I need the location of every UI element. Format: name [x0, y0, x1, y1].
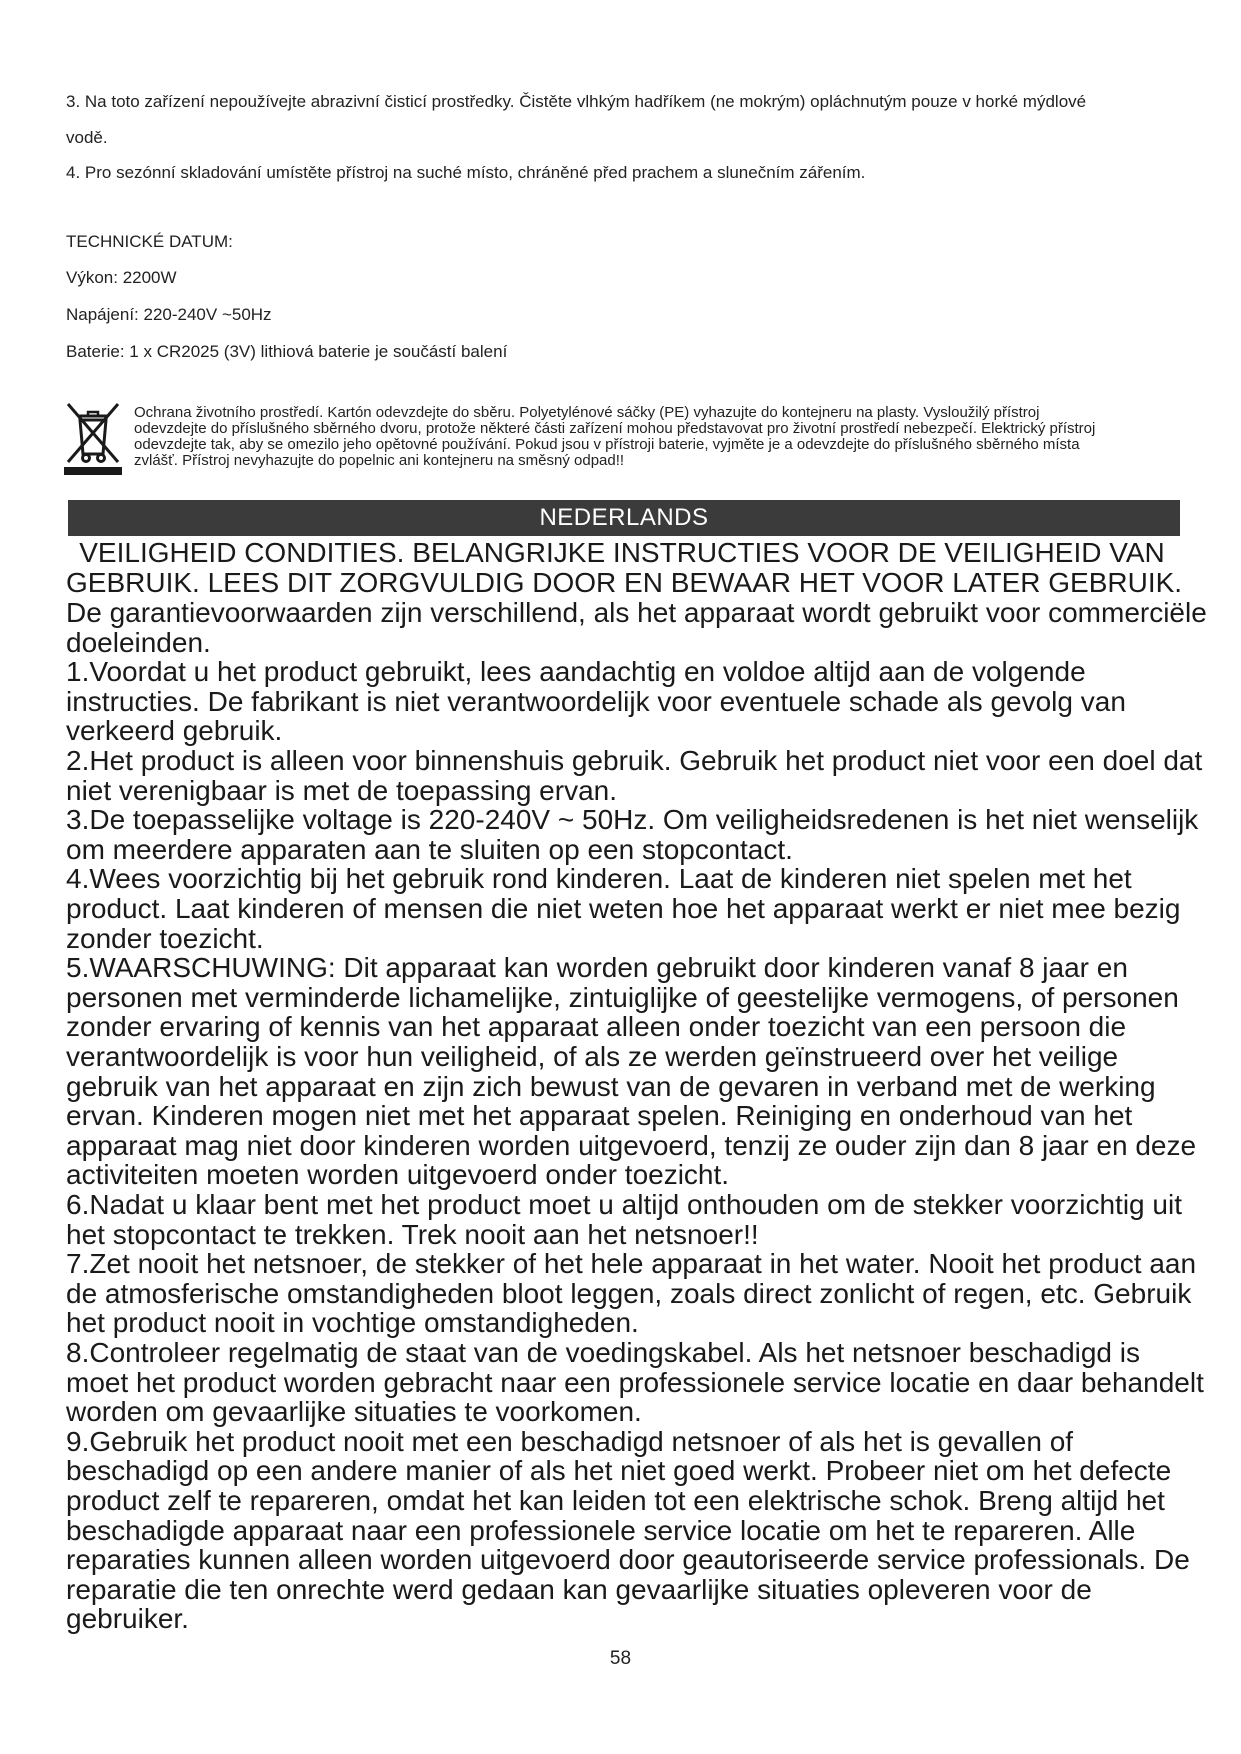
dutch-line: 5.WAARSCHUWING: Dit apparaat kan worden gebruikt door kinderen vanaf 8 jaar en — [66, 952, 1128, 984]
dutch-line: 4.Wees voorzichtig bij het gebruik rond kinderen. Laat de kinderen niet spelen met het — [66, 863, 1132, 895]
env-note-line-4: zvlášť. Přístroj nevyhazujte do popelnic ani kontejneru na směsný odpad!! — [134, 452, 625, 469]
dutch-line: 1.Voordat u het product gebruikt, lees aandachtig en voldoe altijd aan de volgende — [66, 656, 1086, 688]
dutch-line: 6.Nadat u klaar bent met het product moet u altijd onthouden om de stekker voorzichtig uit — [66, 1189, 1182, 1220]
crossed-out-bin-icon — [62, 398, 124, 476]
dutch-line: gebruik van het apparaat en zijn zich bewust van de gevaren in verband met de werking — [66, 1070, 1156, 1102]
dutch-line: ervan. Kinderen mogen niet met het apparaat spelen. Reiniging en onderhoud van het — [66, 1100, 1133, 1132]
tech-battery: Baterie: 1 x CR2025 (3V) lithiová baterie je součástí balení — [66, 342, 508, 361]
tech-supply: Napájení: 220-240V ~50Hz — [66, 305, 272, 324]
dutch-line: 2.Het product is alleen voor binnenshuis gebruik. Gebruik het product niet voor een doel dat — [66, 745, 1203, 776]
env-note-line-1: Ochrana životního prostředí. Kartón odevzdejte do sběru. Polyetylénové sáčky (PE) vyhazujte do kontejneru na plasty. Vysloužilý přístroj — [134, 404, 1040, 421]
dutch-title-line-1: VEILIGHEID CONDITIES. BELANGRIJKE INSTRUCTIES VOOR DE VEILIGHEID VAN — [79, 537, 1165, 568]
dutch-line: doeleinden. — [66, 626, 211, 658]
cz-item-3-cont: vodě. — [66, 128, 108, 147]
page-number: 58 — [609, 1648, 632, 1669]
dutch-line: 3.De toepasselijke voltage is 220-240V ~ 50Hz. Om veiligheidsredenen is het niet wenselijk — [66, 804, 1199, 836]
dutch-line: 8.Controleer regelmatig de staat van de voedingskabel. Als het netsnoer beschadigd is — [66, 1337, 1141, 1368]
dutch-line: verantwoordelijk is voor hun veiligheid, of als ze werden geïnstrueerd over het veilige — [66, 1041, 1119, 1072]
dutch-line: reparatie die ten onrechte werd gedaan kan gevaarlijke situaties opleveren voor de — [66, 1573, 1092, 1605]
dutch-line: personen met verminderde lichamelijke, zintuiglijke of geestelijke vermogens, of personen — [66, 981, 1179, 1013]
dutch-line: product zelf te repareren, omdat het kan leiden tot een elektrische schok. Breng altijd het — [66, 1485, 1165, 1516]
dutch-line: de atmosferische omstandigheden bloot leggen, zoals direct zonlicht of regen, etc. Gebruik — [66, 1277, 1192, 1309]
dutch-line: niet verenigbaar is met de toepassing ervan. — [66, 774, 617, 806]
dutch-line: apparaat mag niet door kinderen worden uitgevoerd, tenzij ze ouder zijn dan 8 jaar en deze — [66, 1129, 1197, 1161]
dutch-line: het stopcontact te trekken. Trek nooit aan het netsnoer!! — [66, 1218, 759, 1250]
cz-item-3: 3. Na toto zařízení nepoužívejte abrazivní čisticí prostředky. Čistěte vlhkým hadříkem (ne mokrým) opláchnutým pouze v horké mýdlové — [66, 92, 1087, 111]
tech-power: Výkon: 2200W — [66, 268, 177, 287]
dutch-line: 7.Zet nooit het netsnoer, de stekker of het hele apparaat in het water. Nooit het product aan — [66, 1248, 1197, 1280]
dutch-line: moet het product worden gebracht naar een professionele service locatie en daar behandelt — [66, 1366, 1204, 1398]
dutch-line: verkeerd gebruik. — [66, 715, 283, 747]
dutch-title-line-2: GEBRUIK. LEES DIT ZORGVULDIG DOOR EN BEWAAR HET VOOR LATER GEBRUIK. — [66, 567, 1183, 598]
dutch-line: instructies. De fabrikant is niet verantwoordelijk voor eventuele schade als gevolg van — [66, 685, 1126, 717]
dutch-line: reparaties kunnen alleen worden uitgevoerd door geautoriseerde service professionals. De — [66, 1544, 1190, 1576]
dutch-line: zonder ervaring of kennis van het apparaat alleen onder toezicht van een persoon die — [66, 1011, 1127, 1043]
language-section-bar: NEDERLANDS — [68, 500, 1180, 536]
dutch-line: product. Laat kinderen of mensen die niet weten hoe het apparaat werkt er niet mee bezig — [66, 893, 1181, 924]
dutch-line: 9.Gebruik het product nooit met een beschadigd netsnoer of als het is gevallen of — [66, 1425, 1074, 1457]
dutch-line: om meerdere apparaten aan te sluiten op een stopcontact. — [66, 833, 793, 865]
dutch-line: het product nooit in vochtige omstandigheden. — [66, 1307, 639, 1339]
env-note-line-3: odevzdejte tak, aby se omezilo jeho opětovné používání. Pokud jsou v přístroji baterie, vyjměte je a odevzdejte do příslušného sběrného místa — [134, 436, 1080, 453]
env-note-line-2: odevzdejte do příslušného sběrného dvoru, protože některé části zařízení mohou představovat pro životní prostředí nebezpečí. Elektrický přístroj — [134, 420, 1096, 437]
dutch-line: beschadigd op een andere manier of als het niet goed werkt. Probeer niet om het defecte — [66, 1455, 1172, 1487]
dutch-line: gebruiker. — [66, 1603, 189, 1635]
cz-item-4: 4. Pro sezónní skladování umístěte přístroj na suché místo, chráněné před prachem a slunečním zářením. — [66, 163, 866, 182]
dutch-line: De garantievoorwaarden zijn verschillend, als het apparaat wordt gebruikt voor commerciële — [66, 597, 1207, 628]
dutch-line: zonder toezicht. — [66, 922, 264, 954]
dutch-line: worden om gevaarlijke situaties te voorkomen. — [66, 1396, 642, 1428]
dutch-line: activiteiten moeten worden uitgevoerd onder toezicht. — [66, 1159, 730, 1191]
dutch-line: beschadigde apparaat naar een professionele service locatie om het te repareren. Alle — [66, 1514, 1136, 1546]
tech-heading: TECHNICKÉ DATUM: — [66, 232, 233, 251]
